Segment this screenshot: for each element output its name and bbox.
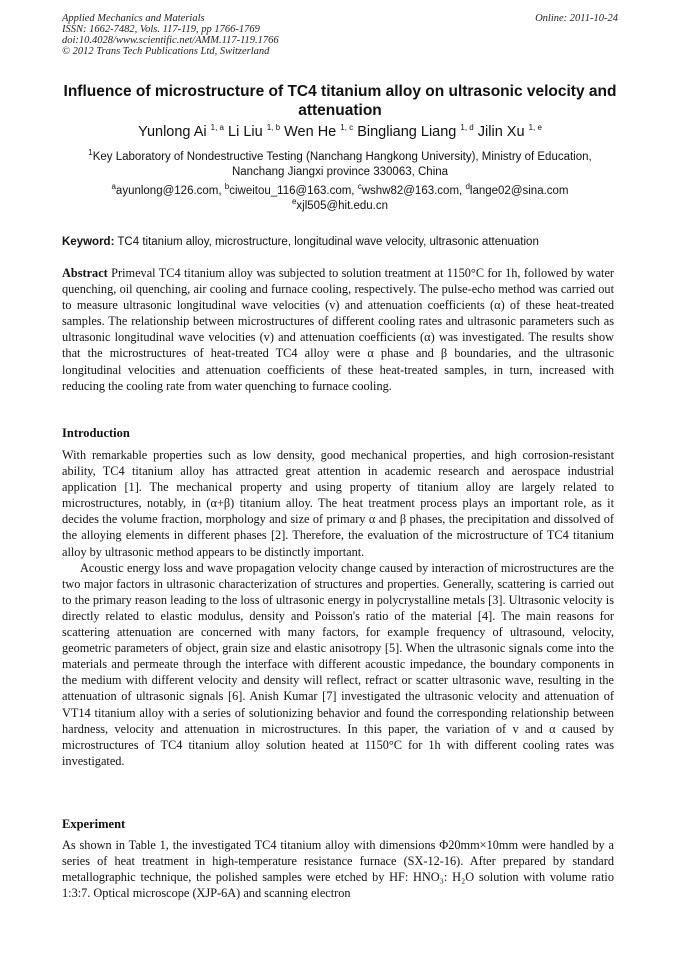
author-affiliation-mark: 1, a bbox=[210, 123, 224, 133]
abstract-text: Primeval TC4 titanium alloy was subjected to solution treatment at 1150°C for 1h, followed by water quenching, oil quenching, air cooling and furnace cooling, respectively. The pulse-echo method was carried out to measure ultrasonic longitudinal wave velocities (v) and attenuation coefficients (α) of these heat-treated samples. The relationship between microstructures of different cooling rates and ultrasonic parameters such as ultrasonic longitudinal wave velocities (v) and attenuation coefficients (α) was investigated. The results show that the microstructures of heat-treated TC4 alloy were α phase and β boundaries, and the ultrasonic longitudinal velocities and attenuation coefficients of these heat-treated samples, in turn, increased with reducing the cooling rate from water quenching to furnace cooling. bbox=[62, 266, 614, 393]
email-address[interactable]: ciweitou_116@163.com, bbox=[229, 185, 355, 197]
online-date: Online: 2011-10-24 bbox=[535, 13, 618, 24]
journal-doi: doi:10.4028/www.scientific.net/AMM.117-119.1766 bbox=[62, 35, 279, 46]
paragraph: Acoustic energy loss and wave propagation velocity change caused by interaction of microstructures are the two major factors in ultrasonic characterization of structures and properties. Generally, scattering is carried out to the primary reason leading to the loss of ultrasonic energy in polycrystalline metals [3]. Ultrasonic velocity is directly related to elastic modulus, density and Poisson's ratio of the material [4]. The main reasons for scattering attenuation are concerned with many factors, for example frequency of ultrasound, velocity, geometric parameters of object, grain size and elastic anisotropy [5]. When the ultrasonic signals come into the materials and permeate through the interface with different acoustic impedance, the boundary components in the medium with different velocity and density will reflect, refract or scatter ultrasonic wave, resulting in the attenuation of ultrasonic signals [6]. Anish Kumar [7] investigated the ultrasonic velocity and attenuation of VT14 titanium alloy with a series of solutionizing behavior and found the corresponding relationship between hardness, velocity and attenuation in microstructures. In this paper, the variation of v and α caused by microstructures of TC4 titanium alloy solution heated at 1150°C for 1h with different cooling rates was investigated. bbox=[62, 560, 614, 768]
journal-name: Applied Mechanics and Materials bbox=[62, 13, 205, 24]
affiliation bbox=[62, 150, 618, 180]
author-name: Bingliang Liang bbox=[357, 124, 457, 140]
email-mark: a bbox=[111, 182, 116, 192]
author-affiliation-mark: 1, b bbox=[266, 123, 281, 133]
experiment-section bbox=[62, 837, 614, 901]
email-mark: d bbox=[465, 182, 470, 192]
keywords-label: Keyword: bbox=[62, 236, 115, 248]
abstract-label: Abstract bbox=[62, 266, 108, 280]
email-mark: b bbox=[224, 182, 230, 192]
keywords-text: TC4 titanium alloy, microstructure, longitudinal wave velocity, ultrasonic attenuation bbox=[117, 236, 539, 248]
author-affiliation-mark: 1, c bbox=[340, 123, 354, 133]
introduction-section bbox=[62, 447, 614, 769]
keywords bbox=[62, 235, 618, 250]
paragraph: As shown in Table 1, the investigated TC4 titanium alloy with dimensions Φ20mm×10mm were handled by a series of heat treatment in high-temperature resistance furnace (SX-12-16). After prepared by standard metallographic technique, the polished samples were etched by HF: HNO₃: H₂O solution with volume ratio 1:3:7. Optical microscope (XJP-6A) and scanning electron bbox=[62, 838, 614, 901]
journal-header bbox=[62, 13, 618, 57]
affiliation-mark: 1 bbox=[88, 148, 93, 158]
author-name: Wen He bbox=[284, 124, 337, 140]
email-list bbox=[62, 184, 618, 213]
email-mark: c bbox=[357, 182, 362, 192]
author-list bbox=[62, 123, 618, 141]
email-address[interactable]: wshw82@163.com, bbox=[361, 185, 463, 197]
paper-title: Influence of microstructure of TC4 titanium alloy on ultrasonic velocity and attenuation bbox=[63, 83, 617, 119]
author-name: Jilin Xu bbox=[477, 124, 525, 140]
author-affiliation-mark: 1, e bbox=[528, 123, 542, 133]
journal-issn: ISSN: 1662-7482, Vols. 117-119, pp 1766-1769 bbox=[62, 24, 260, 35]
affiliation-line: Nanchang Jiangxi province 330063, China bbox=[231, 166, 449, 178]
introduction-heading: Introduction bbox=[62, 426, 130, 440]
author-name: Li Liu bbox=[228, 124, 263, 140]
email-address[interactable]: xjl505@hit.edu.cn bbox=[296, 199, 389, 212]
email-address[interactable]: ayunlong@126.com, bbox=[115, 185, 222, 197]
journal-copyright: © 2012 Trans Tech Publications Ltd, Switzerland bbox=[62, 46, 270, 57]
author-affiliation-mark: 1, d bbox=[460, 123, 474, 133]
email-mark: e bbox=[291, 196, 297, 206]
author-name: Yunlong Ai bbox=[138, 124, 207, 140]
email-address[interactable]: lange02@sina.com bbox=[469, 185, 569, 197]
paragraph: With remarkable properties such as low density, good mechanical properties, and high corrosion-resistant ability, TC4 titanium alloy has attracted great attention in academic research and aerospace industrial application [1]. The mechanical property and using property of titanium alloy are largely related to microstructures, notably, in (α+β) titanium alloy. The heat treatment process plays an important role, as it decides the volume fraction, morphology and size of primary α and β phases, the precipitation and dissolved of the alloying elements in different phases [2]. Therefore, the evaluation of the microstructure of TC4 titanium alloy by ultrasonic method appears to be distinctly important. bbox=[62, 448, 614, 559]
abstract bbox=[62, 265, 614, 394]
experiment-heading: Experiment bbox=[62, 817, 126, 831]
affiliation-line: Key Laboratory of Nondestructive Testing (Nanchang Hangkong University), Ministry of Education, bbox=[92, 151, 592, 163]
